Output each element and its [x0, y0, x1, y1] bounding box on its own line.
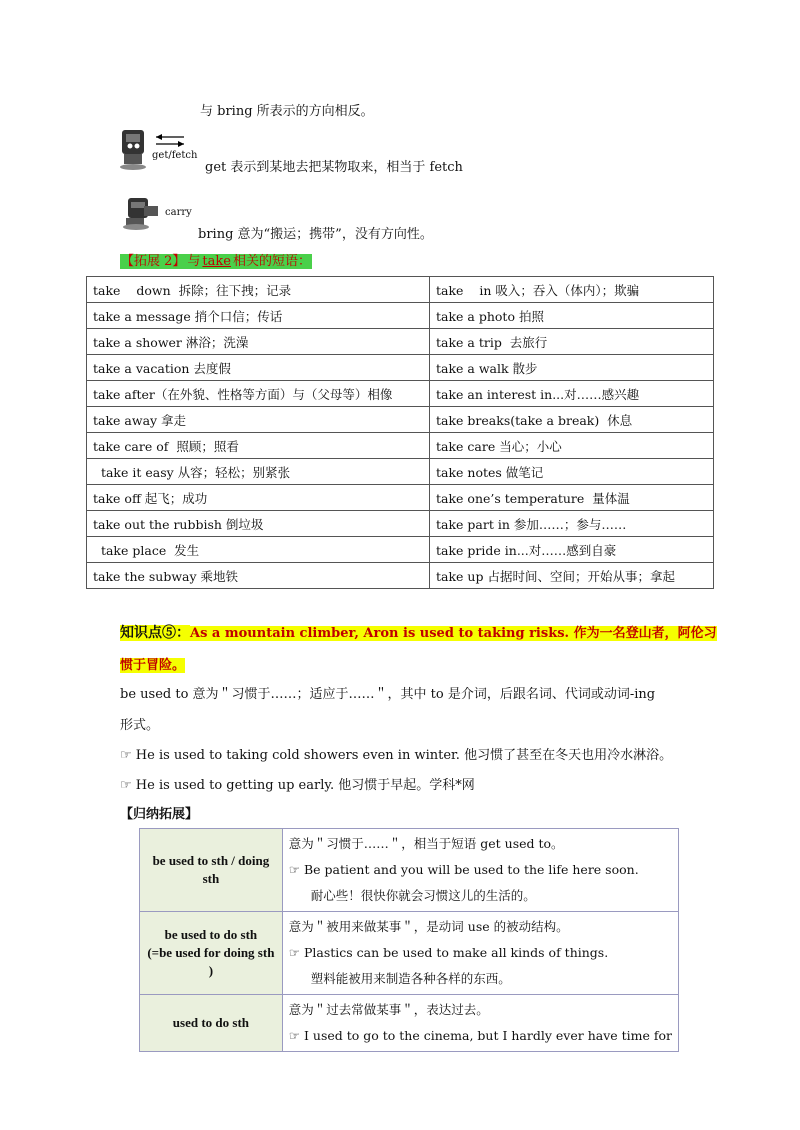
table-row	[87, 459, 714, 485]
example-1: ☞ He is used to taking cold showers even in winter. 他习惯了甚至在冬天也用冷水淋浴。	[120, 748, 673, 763]
summary-line: 意为＂被用来做某事＂，是动词 use 的被动结构。	[288, 919, 569, 934]
summary-row	[140, 912, 679, 995]
phrase-cell-right: take an interest in...对……感兴趣	[430, 381, 714, 407]
summary-key-line: (=be used for doing sth )	[147, 945, 275, 978]
table-row	[87, 329, 714, 355]
summary-key	[140, 912, 283, 995]
phrase-cell-right: take breaks(take a break) 休息	[430, 407, 714, 433]
table-row	[87, 381, 714, 407]
get-fetch-illustration	[118, 128, 200, 170]
table-row	[87, 355, 714, 381]
bring-description: bring 意为“搬运；携带”，没有方向性。	[198, 227, 433, 242]
summary-key-line: sth	[202, 871, 220, 886]
summary-line: 意为＂习惯于……＂，相当于短语 get used to。	[288, 836, 564, 851]
expand2-tag: 【拓展 2】	[121, 254, 186, 269]
table-row	[87, 407, 714, 433]
expand2-heading	[120, 250, 312, 269]
knowledge-sentence-b: 惯于冒险。	[120, 658, 186, 673]
table-row	[87, 303, 714, 329]
summary-table	[139, 828, 679, 1052]
table-row	[87, 563, 714, 589]
carry-label: carry	[165, 207, 192, 218]
knowledge-sentence-a: As a mountain climber, Aron is used to taking risks. 作为一名登山者，阿伦习	[190, 626, 717, 641]
phrase-cell-left: take away 拿走	[87, 407, 430, 433]
phrase-cell-left: take place 发生	[87, 537, 430, 563]
table-row	[87, 537, 714, 563]
example-2: ☞ He is used to getting up early. 他习惯于早起。学科*网	[120, 778, 475, 793]
take-phrases-table	[86, 276, 714, 589]
knowledge-label: 知识点⑤：	[120, 625, 190, 641]
phrase-cell-right: take notes 做笔记	[430, 459, 714, 485]
phrase-cell-right: take pride in...对……感到自豪	[430, 537, 714, 563]
summary-key-line: be used to sth / doing	[152, 853, 270, 868]
phrase-cell-left: take after（在外貌、性格等方面）与（父母等）相像	[87, 381, 430, 407]
phrase-cell-left: take off 起飞；成功	[87, 485, 430, 511]
phrase-cell-left: take a vacation 去度假	[87, 355, 430, 381]
phrase-cell-right: take a walk 散步	[430, 355, 714, 381]
phrase-cell-left: take a shower 淋浴；洗澡	[87, 329, 430, 355]
phrase-cell-left: take down 拆除；往下拽；记录	[87, 277, 430, 303]
phrase-cell-right: take part in 参加……；参与……	[430, 511, 714, 537]
summary-value	[282, 912, 678, 995]
table-row	[87, 511, 714, 537]
expand2-take: take	[202, 254, 231, 269]
summary-line: 塑料能被用来制造各种各样的东西。	[310, 971, 511, 986]
summary-line: 意为＂过去常做某事＂，表达过去。	[288, 1002, 489, 1017]
expand2-text-b: 相关的短语：	[232, 254, 311, 269]
phrase-cell-right: take one’s temperature 量体温	[430, 485, 714, 511]
summary-value	[282, 995, 678, 1052]
summary-example: ☞ I used to go to the cinema, but I hardly ever have time for	[288, 1028, 672, 1043]
phrase-cell-right: take up 占据时间、空间；开始从事；拿起	[430, 563, 714, 589]
knowledge-point-heading	[120, 622, 717, 642]
summary-value	[282, 829, 678, 912]
summary-row	[140, 995, 679, 1052]
summary-title: 【归纳拓展】	[120, 807, 199, 822]
phrase-cell-right: take care 当心；小心	[430, 433, 714, 459]
knowledge-sentence-cont	[120, 654, 185, 673]
phrase-cell-right: take a photo 拍照	[430, 303, 714, 329]
summary-row	[140, 829, 679, 912]
get-description: get 表示到某地去把某物取来，相当于 fetch	[205, 160, 463, 175]
phrase-cell-left: take a message 捎个口信；传话	[87, 303, 430, 329]
summary-key-line: used to do sth	[172, 1015, 249, 1030]
summary-key	[140, 829, 283, 912]
phrase-cell-left: take care of 照顾；照看	[87, 433, 430, 459]
table-row	[87, 485, 714, 511]
summary-key	[140, 995, 283, 1052]
table-row	[87, 433, 714, 459]
summary-example: ☞ Be patient and you will be used to the life here soon.	[288, 862, 639, 877]
explain-line-1: be used to 意为＂习惯于……；适应于……＂，其中 to 是介词，后跟名词、代词或动词-ing	[120, 687, 656, 702]
phrase-cell-left: take it easy 从容；轻松；别紧张	[87, 459, 430, 485]
phrase-cell-right: take in 吸入；吞入（体内）；欺骗	[430, 277, 714, 303]
expand2-text-a: 与	[187, 254, 201, 269]
phrase-cell-right: take a trip 去旅行	[430, 329, 714, 355]
phrase-cell-left: take the subway 乘地铁	[87, 563, 430, 589]
summary-key-line: be used to do sth	[164, 927, 258, 942]
table-row	[87, 277, 714, 303]
summary-line: 耐心些！很快你就会习惯这儿的生活的。	[310, 888, 536, 903]
intro-line: 与 bring 所表示的方向相反。	[200, 104, 374, 119]
phrase-cell-left: take out the rubbish 倒垃圾	[87, 511, 430, 537]
summary-example: ☞ Plastics can be used to make all kinds of things.	[288, 945, 609, 960]
get-fetch-label: get/fetch	[152, 150, 198, 161]
explain-line-2: 形式。	[120, 718, 160, 733]
